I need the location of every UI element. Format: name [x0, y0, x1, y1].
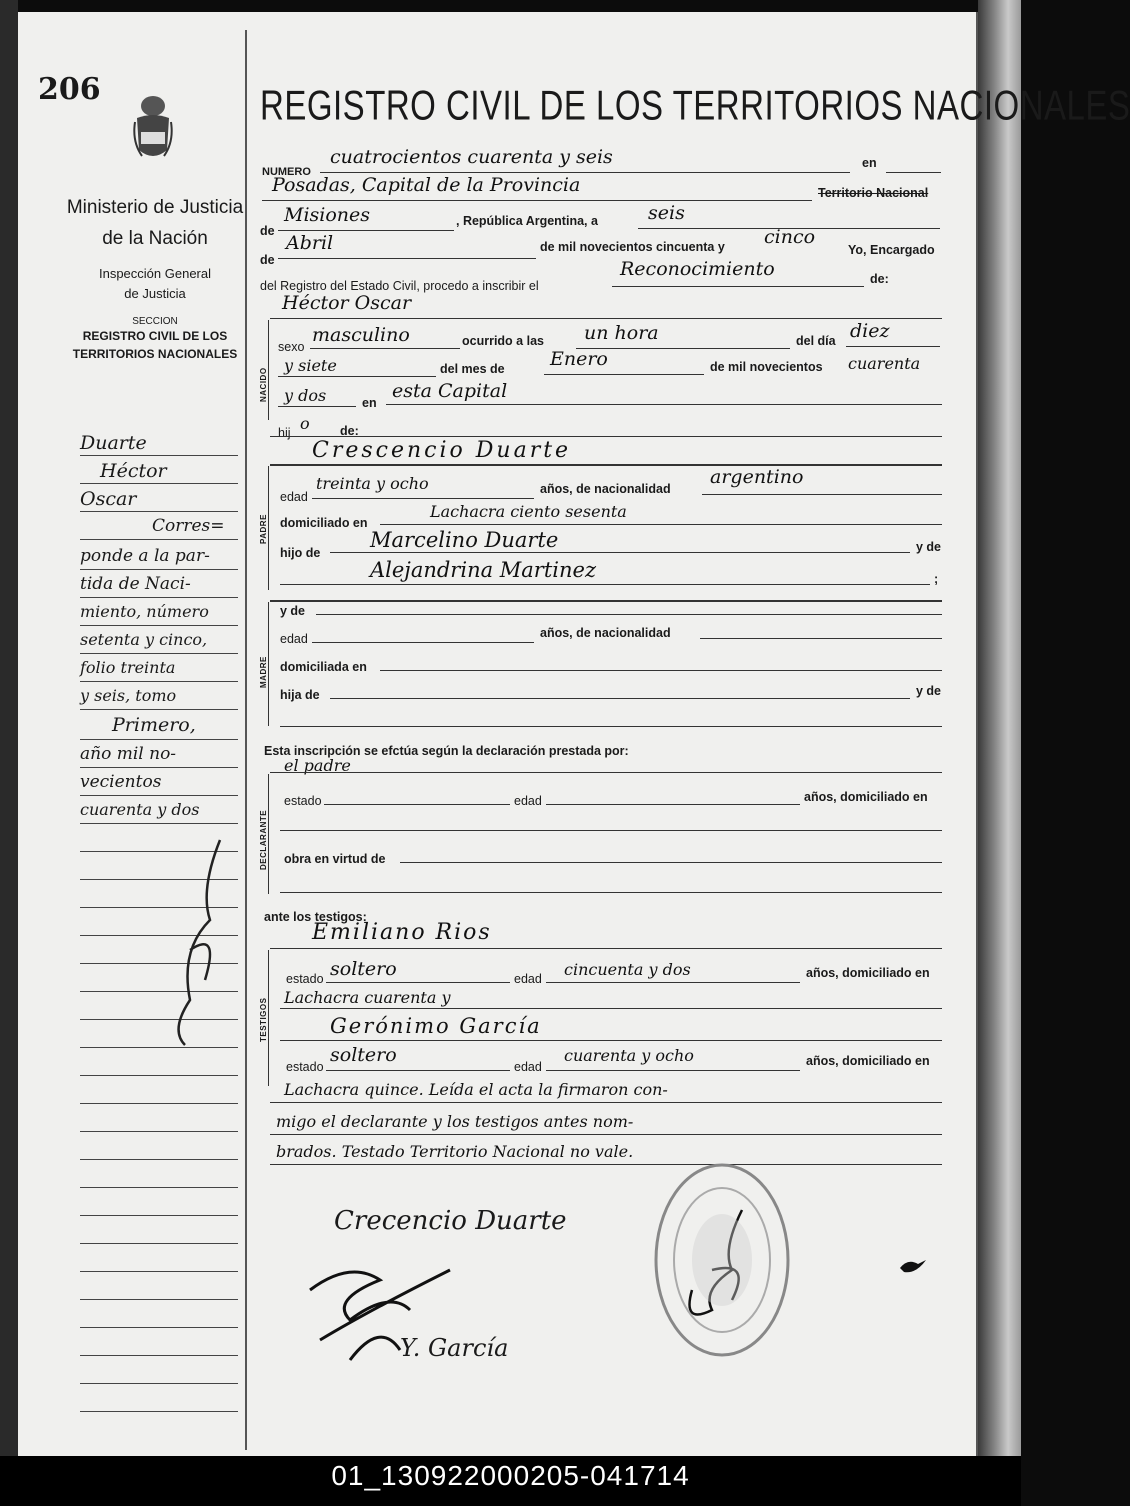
y-de-label: y de: [280, 604, 306, 618]
hijo-de-label: de:: [340, 424, 359, 438]
domiciliada-label: domiciliada en: [280, 660, 367, 674]
father-parent1-value: Marcelino Duarte: [370, 528, 559, 552]
ministry-line-2: de la Nación: [102, 228, 208, 249]
y-de-m-label: y de: [916, 684, 942, 698]
encargado-label: Yo, Encargado: [848, 243, 935, 257]
ministry-header: [60, 192, 250, 363]
page-number: 206: [38, 72, 101, 107]
anos-nac-label: años, de nacionalidad: [540, 482, 671, 496]
margin-note-line: miento, número: [80, 602, 209, 621]
birth-month-value: Enero: [550, 348, 608, 370]
inspection-line-1: Inspección General: [98, 266, 211, 281]
coat-of-arms-icon: [132, 92, 174, 169]
en-label: en: [862, 156, 877, 170]
declarant-value: el padre: [284, 756, 351, 775]
inscripcion-label: Esta inscripción se efctúa según la declaración prestada por:: [264, 744, 629, 758]
act-value: Reconocimiento: [620, 258, 775, 280]
sexo-label: sexo: [278, 340, 305, 354]
witness1-state-value: soltero: [330, 958, 397, 980]
margin-note-line: setenta y cinco,: [80, 630, 208, 649]
year-label: de mil novecientos cincuenta y: [540, 240, 725, 254]
signature-garcia: Y. García: [400, 1334, 509, 1362]
anos-dom-t2-label: años, domiciliado en: [806, 1054, 930, 1068]
birth-year2-value: y dos: [284, 386, 327, 405]
closing-line-2: migo el declarante y los testigos antes nom-: [276, 1112, 634, 1131]
estado-d-label: estado: [284, 794, 322, 808]
margin-signature: [160, 830, 240, 1055]
father-value: Crescencio Duarte: [312, 438, 572, 463]
de-label: de: [260, 224, 275, 238]
margin-note-line: tida de Naci-: [80, 574, 191, 594]
margin-note-line: folio treinta: [80, 658, 176, 677]
de-mil-nov-label: de mil novecientos: [710, 360, 823, 374]
anos-dom-t1-label: años, domiciliado en: [806, 966, 930, 980]
margin-note-line: Héctor: [100, 460, 167, 482]
father-nat-value: argentino: [710, 466, 804, 488]
del-mes-label: del mes de: [440, 362, 505, 376]
de-colon-label: de:: [870, 272, 889, 286]
official-stamp-icon: [652, 1160, 792, 1365]
next-page-edge: [978, 0, 1021, 1456]
del-dia-label: del día: [796, 334, 836, 348]
edad-t1-label: edad: [514, 972, 542, 986]
hijo-prefix: hij: [278, 426, 291, 440]
edad-d-label: edad: [514, 794, 542, 808]
domiciliado-label: domiciliado en: [280, 516, 368, 530]
witness1-age-value: cincuenta y dos: [564, 960, 691, 979]
madre-tag: MADRE: [259, 656, 268, 688]
numero-value: cuatrocientos cuarenta y seis: [330, 146, 613, 168]
margin-note-line: Oscar: [80, 488, 137, 510]
edad-t2-label: edad: [514, 1060, 542, 1074]
anos-dom-label: años, domiciliado en: [804, 790, 928, 804]
day-num-value: diez: [850, 320, 890, 342]
file-code: 01_130922000205-041714: [331, 1460, 690, 1491]
witness2-state-value: soltero: [330, 1044, 397, 1066]
numero-label: NUMERO: [262, 166, 311, 178]
margin-note-line: Primero,: [112, 714, 196, 736]
de-label: de: [260, 253, 275, 267]
binding-edge: [0, 0, 18, 1456]
testigos-tag: TESTIGOS: [259, 997, 268, 1042]
padre-tag: PADRE: [259, 514, 268, 544]
birth-year-value: cuarenta: [848, 354, 921, 373]
hijo-value: o: [300, 414, 310, 433]
birth-place-value: esta Capital: [392, 380, 508, 402]
father-age-value: treinta y ocho: [316, 474, 429, 493]
estado-t1-label: estado: [286, 972, 324, 986]
ink-blot-icon: [898, 1256, 928, 1281]
witness1-value: Emiliano Rios: [312, 920, 492, 945]
en-birth-label: en: [362, 396, 377, 410]
ministry-line-1: Ministerio de Justicia: [66, 197, 244, 218]
witness2-value: Gerónimo García: [330, 1014, 542, 1038]
ocurrido-label: ocurrido a las: [462, 334, 544, 348]
y-de-label: y de: [916, 540, 942, 554]
father-parent2-value: Alejandrina Martinez: [370, 558, 597, 582]
margin-note-line: vecientos: [80, 772, 162, 792]
margin-note-line: cuarenta y dos: [80, 800, 200, 819]
margin-note-line: ponde a la par-: [80, 546, 210, 566]
inspection-line-2: de Justicia: [124, 286, 186, 301]
semicolon: ;: [934, 572, 939, 586]
section-line-2: TERRITORIOS NACIONALES: [72, 347, 238, 361]
margin-note-line: año mil no-: [80, 744, 177, 764]
father-home-value: Lachacra ciento sesenta: [430, 502, 627, 521]
edad-label: edad: [280, 490, 308, 504]
hija-de-label: hija de: [280, 688, 320, 702]
witness1-home-value: Lachacra cuarenta y: [284, 988, 451, 1007]
obra-label: obra en virtud de: [284, 852, 386, 866]
closing-line-1: Lachacra quince. Leída el acta la firmaron con-: [284, 1080, 668, 1099]
hijo-de-label: hijo de: [280, 546, 321, 560]
witness2-age-value: cuarenta y ocho: [564, 1046, 694, 1065]
estado-t2-label: estado: [286, 1060, 324, 1074]
declarante-tag: DECLARANTE: [259, 809, 268, 870]
republica-label: , República Argentina, a: [456, 214, 598, 228]
section-label: SECCION: [132, 316, 178, 327]
document-title: REGISTRO CIVIL DE LOS TERRITORIOS NACIONALES: [260, 82, 1130, 129]
child-name-value: Héctor Oscar: [282, 292, 412, 314]
margin-note-line: Duarte: [80, 432, 147, 454]
sex-value: masculino: [312, 324, 410, 346]
place-value: Posadas, Capital de la Provincia: [272, 174, 581, 196]
day-num2-value: y siete: [284, 356, 337, 375]
province-value: Misiones: [284, 204, 371, 226]
margin-note-line: y seis, tomo: [80, 686, 177, 705]
closing-line-3: brados. Testado Territorio Nacional no vale.: [276, 1142, 634, 1161]
day-value: seis: [648, 202, 685, 224]
territorio-label: Territorio Nacional: [818, 186, 929, 200]
ante-label: ante los testigos:: [264, 910, 367, 924]
hour-value: un hora: [584, 322, 659, 344]
month-value: Abril: [286, 232, 334, 254]
signature-father: Crecencio Duarte: [334, 1206, 567, 1236]
registro-label: del Registro del Estado Civil, procedo a inscribir el: [260, 279, 539, 293]
anos-nac-m-label: años, de nacionalidad: [540, 626, 671, 640]
year-value: cinco: [764, 226, 816, 248]
edad-m-label: edad: [280, 632, 308, 646]
margin-note-line: Corres=: [152, 516, 225, 536]
section-line-1: REGISTRO CIVIL DE LOS: [82, 329, 228, 343]
nacido-tag: NACIDO: [259, 367, 268, 402]
